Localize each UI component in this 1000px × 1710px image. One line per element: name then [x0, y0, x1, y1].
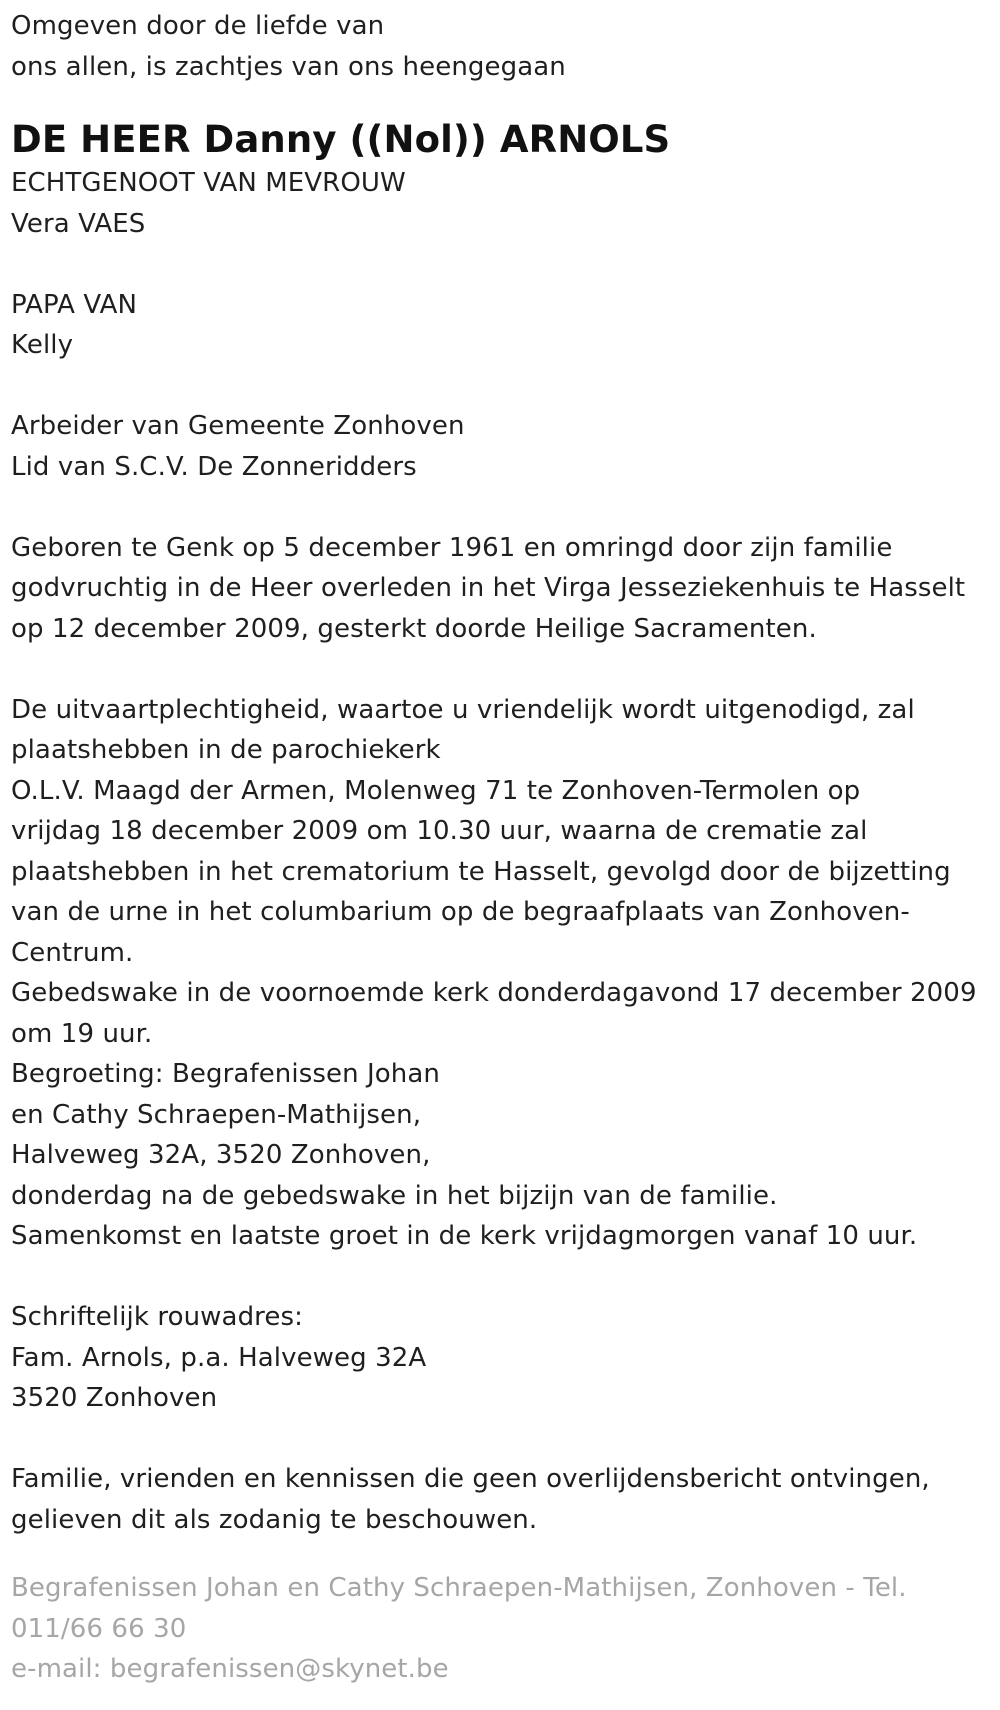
birth-death-section [11, 528, 996, 650]
funeral-line: om 19 uur. [11, 1018, 153, 1049]
address-section [11, 1297, 996, 1419]
deceased-name: DE HEER Danny ((Nol)) ARNOLS [11, 118, 671, 161]
section-gap [11, 649, 996, 690]
address-line: Schriftelijk rouwadres: [11, 1302, 303, 1332]
birth-death-line: godvruchtig in de Heer overleden in het Virga Jesseziekenhuis te Hasselt [11, 573, 966, 603]
children-section [11, 285, 996, 366]
spouse-line: Vera VAES [11, 208, 146, 239]
intro-line: ons allen, is zachtjes van ons heengegaan [11, 51, 566, 82]
funeral-line: Centrum. [11, 937, 134, 968]
address-line: 3520 Zonhoven [11, 1383, 218, 1413]
work-line: Arbeider van Gemeente Zonhoven [11, 411, 465, 441]
funeral-line: Samenkomst en laatste groet in de kerk vrijdagmorgen vanaf 10 uur. [11, 1221, 918, 1251]
obituary-notice [11, 6, 996, 1690]
funeral-line: De uitvaartplechtigheid, waartoe u vriendelijk wordt uitgenodigd, zal [11, 694, 915, 725]
children-line: PAPA VAN [11, 289, 138, 320]
birth-death-line: Geboren te Genk op 5 december 1961 en omringd door zijn familie [11, 532, 893, 563]
section-gap [11, 244, 996, 285]
closing-section [11, 1459, 996, 1540]
section-gap [11, 487, 996, 528]
funeral-line: vrijdag 18 december 2009 om 10.30 uur, waarna de crematie zal [11, 816, 868, 846]
children-line: Kelly [11, 330, 74, 360]
funeral-line: Halveweg 32A, 3520 Zonhoven, [11, 1140, 431, 1170]
intro-line: Omgeven door de liefde van [11, 11, 385, 41]
closing-line: gelieven dit als zodanig te beschouwen. [11, 1504, 538, 1535]
funeral-section [11, 690, 996, 1257]
footer-email: e-mail: begrafenissen@skynet.be [11, 1654, 449, 1684]
section-gap [11, 366, 996, 407]
funeral-line: van de urne in het columbarium op de begraafplaats van Zonhoven- [11, 897, 910, 927]
funeral-line: en Cathy Schraepen-Mathijsen, [11, 1099, 422, 1130]
footer-line: 011/66 66 30 [11, 1613, 187, 1644]
spouse-section [11, 163, 996, 244]
funeral-line: Gebedswake in de voornoemde kerk donderdagavond 17 december 2009 [11, 978, 977, 1008]
footer-line: Begrafenissen Johan en Cathy Schraepen-Mathijsen, Zonhoven - Tel. [11, 1573, 907, 1603]
address-line: Fam. Arnols, p.a. Halveweg 32A [11, 1342, 427, 1373]
work-section [11, 406, 996, 487]
funeral-line: plaatshebben in het crematorium te Hasselt, gevolgd door de bijzetting [11, 856, 951, 887]
section-gap [11, 1419, 996, 1460]
spouse-line: ECHTGENOOT VAN MEVROUW [11, 168, 406, 198]
funeral-line: plaatshebben in de parochiekerk [11, 735, 441, 765]
funeral-line: O.L.V. Maagd der Armen, Molenweg 71 te Zonhoven-Termolen op [11, 775, 861, 806]
funeral-line: Begroeting: Begrafenissen Johan [11, 1059, 440, 1089]
intro-section [11, 6, 996, 87]
section-gap [11, 1257, 996, 1298]
funeral-line: donderdag na de gebedswake in het bijzijn van de familie. [11, 1180, 778, 1211]
funeral-home-footer [11, 1568, 996, 1690]
closing-line: Familie, vrienden en kennissen die geen overlijdensbericht ontvingen, [11, 1464, 930, 1494]
work-line: Lid van S.C.V. De Zonneridders [11, 451, 417, 482]
birth-death-line: op 12 december 2009, gesterkt doorde Heilige Sacramenten. [11, 613, 817, 644]
